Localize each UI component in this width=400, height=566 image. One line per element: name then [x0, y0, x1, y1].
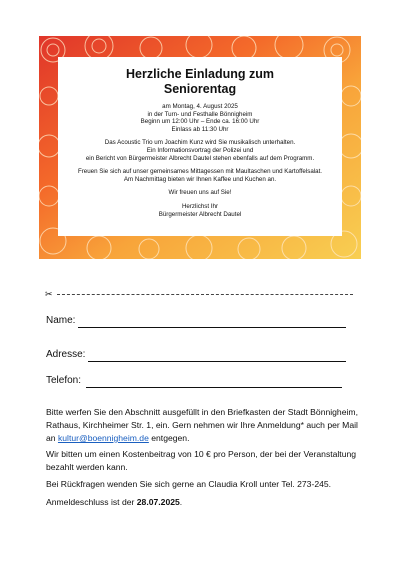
cut-line: [45, 289, 353, 299]
signature-text: Bürgermeister Albrecht Dautel: [158, 210, 242, 218]
event-admission: Einlass ab 11:30 Uhr: [171, 125, 229, 133]
instruction-paragraph-1: [46, 406, 366, 445]
welcome-text: Wir freuen uns auf Sie!: [168, 189, 232, 197]
instruction-paragraph-4: [46, 496, 366, 509]
event-time: Beginn um 12:00 Uhr – Ende ca. 16:00 Uhr: [140, 118, 260, 126]
closing-text: Herzlichst Ihr: [181, 202, 219, 210]
name-label: Name:: [46, 315, 76, 326]
invitation-title-line1: Herzliche Einladung zum: [126, 67, 274, 81]
email-link[interactable]: kultur@boennigheim.de: [57, 433, 149, 443]
talk-text-2: ein Bericht von Bürgermeister Albrecht Dautel stehen ebenfalls auf dem Programm.: [85, 154, 315, 162]
instruction-text-1-end: entgegen.: [148, 433, 190, 443]
talk-text-1: Ein Informationsvortrag der Polizei und: [146, 146, 254, 154]
scissors-icon: ✂: [45, 289, 53, 299]
lunch-text-2: Am Nachmittag bieten wir Ihnen Kaffee und Kuchen an.: [123, 175, 277, 183]
phone-field[interactable]: [46, 375, 342, 389]
instruction-text-1: Bitte werfen Sie den Abschnitt ausgefüllt in den Briefkasten der Stadt Bönnigheim, Rathaus, Kirchheimer Str. 1, ein. Gern nehmen wir Ihre Anmeldung* auch per Mail an: [46, 407, 358, 443]
invitation-card: [58, 57, 342, 236]
name-field[interactable]: [46, 315, 346, 329]
lunch-text-1: Freuen Sie sich auf unser gemeinsames Mittagessen mit Maultaschen und Kartoffelsalat.: [77, 168, 323, 176]
cost-text: Wir bitten um einen Kostenbeitrag von 10 € pro Person, der bei der Veranstaltung bezahlt werden kann.: [46, 449, 357, 472]
phone-label: Telefon:: [46, 375, 82, 386]
music-text: Das Acoustic Trio um Joachim Kunz wird Sie musikalisch unterhalten.: [104, 139, 296, 147]
instruction-paragraph-3: [46, 478, 366, 491]
contact-text: Bei Rückfragen wenden Sie sich gerne an Claudia Kroll unter Tel. 273-245.: [46, 479, 332, 489]
deadline-label: Anmeldeschluss ist der: [46, 497, 137, 507]
instruction-paragraph-2: [46, 448, 366, 474]
address-field[interactable]: [46, 349, 346, 363]
deadline-date: 28.07.2025: [136, 497, 180, 507]
invitation-title-line2: Seniorentag: [163, 82, 237, 96]
event-venue: in der Turn- und Festhalle Bönnigheim: [147, 110, 253, 118]
address-label: Adresse:: [46, 349, 86, 360]
event-date: am Montag, 4. August 2025: [162, 103, 238, 110]
deadline-end: .: [179, 497, 183, 507]
